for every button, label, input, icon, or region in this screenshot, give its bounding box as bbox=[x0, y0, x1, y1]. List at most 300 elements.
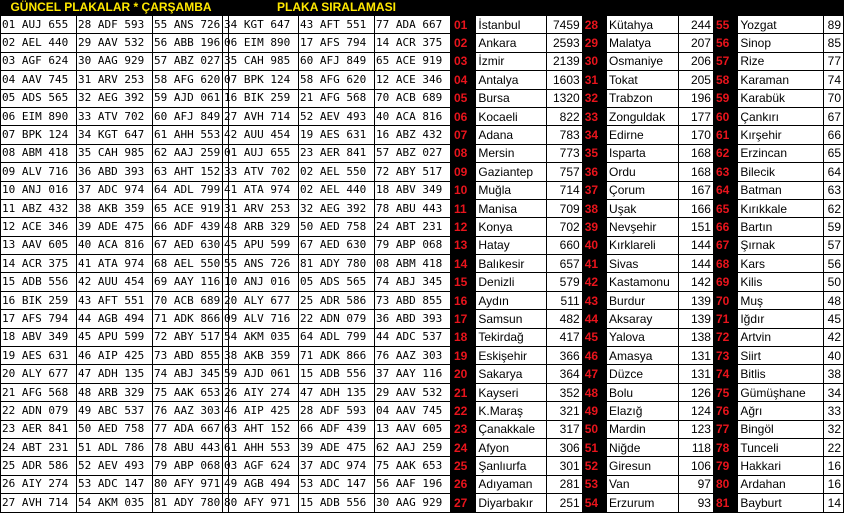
plate-cell: 71 ADK 866 bbox=[299, 347, 375, 365]
city-name: Şırnak bbox=[738, 236, 824, 254]
rank-number: 37 bbox=[582, 181, 606, 199]
plate-cell: 72 ABY 517 bbox=[153, 328, 229, 346]
city-name: Kastamonu bbox=[607, 273, 679, 291]
rank-number: 29 bbox=[582, 34, 606, 52]
plate-cell: 28 ADF 593 bbox=[77, 16, 153, 34]
plate-count: 168 bbox=[679, 163, 714, 181]
rank-number: 51 bbox=[582, 438, 606, 456]
plate-count: 48 bbox=[824, 291, 844, 309]
table-row bbox=[1, 347, 229, 365]
plate-cell: 75 AAK 653 bbox=[153, 383, 229, 401]
rank-number: 24 bbox=[452, 438, 476, 456]
city-name: Mersin bbox=[476, 144, 547, 162]
plate-cell: 15 ADB 556 bbox=[299, 365, 375, 383]
plate-cell: 07 BPK 124 bbox=[223, 71, 299, 89]
plate-cell: 02 AEL 440 bbox=[299, 181, 375, 199]
city-name: Artvin bbox=[738, 328, 824, 346]
table-row bbox=[223, 328, 451, 346]
plate-count: 702 bbox=[547, 218, 582, 236]
table-row bbox=[452, 365, 844, 383]
plate-cell: 30 AAG 929 bbox=[375, 494, 451, 512]
plate-cell: 28 ADF 593 bbox=[299, 402, 375, 420]
city-name: Uşak bbox=[607, 199, 679, 217]
city-name: Rize bbox=[738, 52, 824, 70]
plate-count: 177 bbox=[679, 107, 714, 125]
plate-cell: 57 ABZ 027 bbox=[153, 52, 229, 70]
city-name: Yozgat bbox=[738, 16, 824, 34]
city-name: Tekirdağ bbox=[476, 328, 547, 346]
table-row bbox=[452, 438, 844, 456]
rank-number: 71 bbox=[713, 310, 737, 328]
plate-count: 74 bbox=[824, 71, 844, 89]
plate-count: 783 bbox=[547, 126, 582, 144]
city-name: Giresun bbox=[607, 457, 679, 475]
plate-count: 2139 bbox=[547, 52, 582, 70]
plate-cell: 56 AAF 196 bbox=[375, 475, 451, 493]
plate-count: 657 bbox=[547, 255, 582, 273]
plate-cell: 27 AVH 714 bbox=[223, 107, 299, 125]
plate-count: 205 bbox=[679, 71, 714, 89]
plate-cell: 76 AAZ 303 bbox=[375, 347, 451, 365]
plate-cell: 69 AAY 116 bbox=[153, 273, 229, 291]
plate-cell: 48 ARB 329 bbox=[77, 383, 153, 401]
city-name: Kayseri bbox=[476, 383, 547, 401]
plate-count: 151 bbox=[679, 218, 714, 236]
rank-number: 31 bbox=[582, 71, 606, 89]
plate-cell: 09 ALV 716 bbox=[223, 310, 299, 328]
rank-number: 21 bbox=[452, 383, 476, 401]
rank-number: 43 bbox=[582, 291, 606, 309]
plate-cell: 08 ABM 418 bbox=[1, 144, 77, 162]
city-name: Ankara bbox=[476, 34, 547, 52]
plate-count: 56 bbox=[824, 255, 844, 273]
table-row bbox=[223, 52, 451, 70]
plate-cell: 54 AKM 035 bbox=[223, 328, 299, 346]
city-name: Aksaray bbox=[607, 310, 679, 328]
city-name: İzmir bbox=[476, 52, 547, 70]
table-row bbox=[452, 218, 844, 236]
rank-number: 12 bbox=[452, 218, 476, 236]
plate-cell: 34 KGT 647 bbox=[223, 16, 299, 34]
plate-cell: 64 ADL 799 bbox=[299, 328, 375, 346]
rank-number: 27 bbox=[452, 494, 476, 512]
plate-cell: 16 ABZ 432 bbox=[375, 126, 451, 144]
table-row bbox=[1, 494, 229, 512]
rank-number: 50 bbox=[582, 420, 606, 438]
city-name: Kırıkkale bbox=[738, 199, 824, 217]
table-row bbox=[1, 144, 229, 162]
table-row bbox=[223, 365, 451, 383]
rank-number: 13 bbox=[452, 236, 476, 254]
city-name: Van bbox=[607, 475, 679, 493]
plate-count: 244 bbox=[679, 16, 714, 34]
table-row bbox=[1, 16, 229, 34]
plate-cell: 43 AFT 551 bbox=[77, 291, 153, 309]
plate-cell: 81 ADY 780 bbox=[299, 255, 375, 273]
table-row bbox=[1, 236, 229, 254]
rank-number: 03 bbox=[452, 52, 476, 70]
city-name: Bingöl bbox=[738, 420, 824, 438]
rank-number: 18 bbox=[452, 328, 476, 346]
plate-count: 2593 bbox=[547, 34, 582, 52]
plate-cell: 80 AFY 971 bbox=[223, 494, 299, 512]
rank-number: 55 bbox=[713, 16, 737, 34]
plate-count: 42 bbox=[824, 328, 844, 346]
plate-cell: 31 ARV 253 bbox=[77, 71, 153, 89]
city-name: Bilecik bbox=[738, 163, 824, 181]
plate-cell: 52 AEV 493 bbox=[299, 107, 375, 125]
city-name: Kütahya bbox=[607, 16, 679, 34]
city-name: Antalya bbox=[476, 71, 547, 89]
table-row bbox=[1, 310, 229, 328]
rank-number: 46 bbox=[582, 347, 606, 365]
table-row bbox=[1, 273, 229, 291]
plate-cell: 65 ACE 919 bbox=[153, 199, 229, 217]
rank-number: 49 bbox=[582, 402, 606, 420]
city-name: Çankırı bbox=[738, 107, 824, 125]
ranking-table bbox=[451, 15, 844, 513]
table-row bbox=[223, 16, 451, 34]
plate-count: 822 bbox=[547, 107, 582, 125]
plate-count: 38 bbox=[824, 365, 844, 383]
table-row bbox=[1, 438, 229, 456]
plate-count: 66 bbox=[824, 126, 844, 144]
city-name: Denizli bbox=[476, 273, 547, 291]
plate-count: 139 bbox=[679, 310, 714, 328]
city-name: Ağrı bbox=[738, 402, 824, 420]
plate-count: 139 bbox=[679, 291, 714, 309]
plate-count: 50 bbox=[824, 273, 844, 291]
plate-cell: 04 AAV 745 bbox=[1, 71, 77, 89]
city-name: Osmaniye bbox=[607, 52, 679, 70]
plate-cell: 56 ABB 196 bbox=[153, 34, 229, 52]
plate-cell: 14 ACR 375 bbox=[1, 255, 77, 273]
table-row bbox=[452, 199, 844, 217]
plate-count: 85 bbox=[824, 34, 844, 52]
plate-cell: 58 AFG 620 bbox=[299, 71, 375, 89]
table-row bbox=[452, 457, 844, 475]
plate-cell: 77 ADA 667 bbox=[375, 16, 451, 34]
table-row bbox=[1, 199, 229, 217]
rank-number: 81 bbox=[713, 494, 737, 512]
plate-count: 59 bbox=[824, 218, 844, 236]
plate-cell: 13 AAV 605 bbox=[1, 236, 77, 254]
plate-cell: 47 ADH 135 bbox=[299, 383, 375, 401]
plate-cell: 16 BIK 259 bbox=[223, 89, 299, 107]
rank-number: 01 bbox=[452, 16, 476, 34]
rank-number: 67 bbox=[713, 236, 737, 254]
table-row bbox=[223, 218, 451, 236]
city-name: Hatay bbox=[476, 236, 547, 254]
table-row bbox=[1, 126, 229, 144]
rank-number: 45 bbox=[582, 328, 606, 346]
plate-count: 366 bbox=[547, 347, 582, 365]
plate-count: 301 bbox=[547, 457, 582, 475]
plate-count: 32 bbox=[824, 420, 844, 438]
plate-cell: 29 AAV 532 bbox=[77, 34, 153, 52]
plate-cell: 63 AHT 152 bbox=[153, 163, 229, 181]
city-name: Niğde bbox=[607, 438, 679, 456]
plate-cell: 37 ADC 974 bbox=[299, 457, 375, 475]
plate-count: 168 bbox=[679, 144, 714, 162]
plate-count: 757 bbox=[547, 163, 582, 181]
city-name: Düzce bbox=[607, 365, 679, 383]
plate-cell: 37 ADC 974 bbox=[77, 181, 153, 199]
plate-count: 511 bbox=[547, 291, 582, 309]
city-name: Batman bbox=[738, 181, 824, 199]
plate-cell: 26 AIY 274 bbox=[223, 383, 299, 401]
city-name: Samsun bbox=[476, 310, 547, 328]
plate-cell: 70 ACB 689 bbox=[375, 89, 451, 107]
plate-cell: 70 ACB 689 bbox=[153, 291, 229, 309]
table-row bbox=[1, 107, 229, 125]
rank-number: 28 bbox=[582, 16, 606, 34]
rank-number: 62 bbox=[713, 144, 737, 162]
rank-number: 25 bbox=[452, 457, 476, 475]
rank-number: 39 bbox=[582, 218, 606, 236]
plate-cell: 49 ABC 537 bbox=[77, 402, 153, 420]
plates-table bbox=[0, 15, 229, 513]
plate-count: 144 bbox=[679, 236, 714, 254]
rank-number: 52 bbox=[582, 457, 606, 475]
rank-number: 65 bbox=[713, 199, 737, 217]
table-row bbox=[452, 163, 844, 181]
plate-cell: 15 ADB 556 bbox=[1, 273, 77, 291]
plate-cell: 38 AKB 359 bbox=[77, 199, 153, 217]
city-name: Tunceli bbox=[738, 438, 824, 456]
table-row bbox=[452, 144, 844, 162]
plate-cell: 36 ABD 393 bbox=[375, 310, 451, 328]
table-row bbox=[452, 236, 844, 254]
plate-count: 142 bbox=[679, 273, 714, 291]
rank-number: 05 bbox=[452, 89, 476, 107]
plate-cell: 54 AKM 035 bbox=[77, 494, 153, 512]
table-row bbox=[223, 71, 451, 89]
plate-cell: 60 AFJ 849 bbox=[153, 107, 229, 125]
rank-number: 60 bbox=[713, 107, 737, 125]
plate-cell: 15 ADB 556 bbox=[299, 494, 375, 512]
plate-count: 709 bbox=[547, 199, 582, 217]
plate-cell: 18 ABV 349 bbox=[1, 328, 77, 346]
plate-cell: 76 AAZ 303 bbox=[153, 402, 229, 420]
plate-count: 166 bbox=[679, 199, 714, 217]
header-mid-title: PLAKA SIRALAMASI bbox=[222, 0, 451, 15]
rank-number: 10 bbox=[452, 181, 476, 199]
plate-count: 93 bbox=[679, 494, 714, 512]
rank-number: 73 bbox=[713, 347, 737, 365]
plate-cell: 22 ADN 079 bbox=[299, 310, 375, 328]
plate-cell: 68 AEL 550 bbox=[153, 255, 229, 273]
plate-cell: 46 AIP 425 bbox=[223, 402, 299, 420]
plate-cell: 48 ARB 329 bbox=[223, 218, 299, 236]
city-name: İstanbul bbox=[476, 16, 547, 34]
rank-number: 11 bbox=[452, 199, 476, 217]
city-name: Kocaeli bbox=[476, 107, 547, 125]
plate-cell: 42 AUU 454 bbox=[223, 126, 299, 144]
plate-cell: 42 AUU 454 bbox=[77, 273, 153, 291]
table-row bbox=[223, 420, 451, 438]
plate-cell: 20 ALY 677 bbox=[223, 291, 299, 309]
plate-cell: 74 ABJ 345 bbox=[375, 273, 451, 291]
plate-count: 321 bbox=[547, 402, 582, 420]
city-name: Ordu bbox=[607, 163, 679, 181]
city-name: Bayburt bbox=[738, 494, 824, 512]
table-row bbox=[1, 365, 229, 383]
plate-count: 65 bbox=[824, 144, 844, 162]
rank-number: 16 bbox=[452, 291, 476, 309]
plate-cell: 79 ABP 068 bbox=[153, 457, 229, 475]
plate-cell: 53 ADC 147 bbox=[299, 475, 375, 493]
rank-number: 75 bbox=[713, 383, 737, 401]
city-name: Aydın bbox=[476, 291, 547, 309]
plate-cell: 26 AIY 274 bbox=[1, 475, 77, 493]
plate-cell: 51 ADL 786 bbox=[77, 438, 153, 456]
plate-count: 352 bbox=[547, 383, 582, 401]
plate-cell: 05 ADS 565 bbox=[299, 273, 375, 291]
rank-number: 36 bbox=[582, 163, 606, 181]
plate-cell: 72 ABY 517 bbox=[375, 163, 451, 181]
plate-cell: 35 CAH 985 bbox=[77, 144, 153, 162]
rank-number: 07 bbox=[452, 126, 476, 144]
table-row bbox=[1, 34, 229, 52]
rank-number: 33 bbox=[582, 107, 606, 125]
plate-count: 118 bbox=[679, 438, 714, 456]
plate-count: 123 bbox=[679, 420, 714, 438]
city-name: Sivas bbox=[607, 255, 679, 273]
table-row bbox=[452, 34, 844, 52]
table-row bbox=[1, 402, 229, 420]
city-name: Bursa bbox=[476, 89, 547, 107]
plate-count: 1320 bbox=[547, 89, 582, 107]
plate-count: 417 bbox=[547, 328, 582, 346]
plate-count: 67 bbox=[824, 107, 844, 125]
city-name: Konya bbox=[476, 218, 547, 236]
plate-cell: 29 AAV 532 bbox=[375, 383, 451, 401]
table-row bbox=[223, 199, 451, 217]
rank-number: 54 bbox=[582, 494, 606, 512]
plate-count: 40 bbox=[824, 347, 844, 365]
city-name: Sakarya bbox=[476, 365, 547, 383]
plate-cell: 31 ARV 253 bbox=[223, 199, 299, 217]
rank-number: 64 bbox=[713, 181, 737, 199]
plate-cell: 20 ALY 677 bbox=[1, 365, 77, 383]
table-row bbox=[452, 107, 844, 125]
plate-cell: 61 AHH 553 bbox=[153, 126, 229, 144]
plate-cell: 55 ANS 726 bbox=[153, 16, 229, 34]
plate-count: 70 bbox=[824, 89, 844, 107]
city-name: Erzurum bbox=[607, 494, 679, 512]
plate-count: 7459 bbox=[547, 16, 582, 34]
rank-number: 58 bbox=[713, 71, 737, 89]
rank-number: 41 bbox=[582, 255, 606, 273]
plate-count: 144 bbox=[679, 255, 714, 273]
plate-count: 77 bbox=[824, 52, 844, 70]
table-row bbox=[452, 347, 844, 365]
plate-cell: 02 AEL 440 bbox=[1, 34, 77, 52]
table-row bbox=[452, 494, 844, 512]
plate-cell: 50 AED 758 bbox=[77, 420, 153, 438]
plate-cell: 66 ADF 439 bbox=[153, 218, 229, 236]
rank-number: 38 bbox=[582, 199, 606, 217]
city-name: Muş bbox=[738, 291, 824, 309]
plate-count: 16 bbox=[824, 457, 844, 475]
plate-cell: 35 CAH 985 bbox=[223, 52, 299, 70]
plate-cell: 09 ALV 716 bbox=[1, 163, 77, 181]
plate-cell: 49 AGB 494 bbox=[223, 475, 299, 493]
city-name: Karaman bbox=[738, 71, 824, 89]
table-row bbox=[452, 328, 844, 346]
rank-number: 15 bbox=[452, 273, 476, 291]
table-row bbox=[452, 273, 844, 291]
city-name: Hakkari bbox=[738, 457, 824, 475]
city-name: Mardin bbox=[607, 420, 679, 438]
plate-cell: 67 AED 630 bbox=[299, 236, 375, 254]
table-row bbox=[452, 181, 844, 199]
table-row bbox=[223, 163, 451, 181]
plate-cell: 24 ABT 231 bbox=[1, 438, 77, 456]
header-right-bar bbox=[451, 0, 844, 15]
city-name: Sinop bbox=[738, 34, 824, 52]
table-row bbox=[223, 383, 451, 401]
plate-cell: 19 AES 631 bbox=[1, 347, 77, 365]
table-row bbox=[452, 475, 844, 493]
rank-number: 09 bbox=[452, 163, 476, 181]
table-row bbox=[452, 402, 844, 420]
header-left-title: GÜNCEL PLAKALAR * ÇARŞAMBA bbox=[0, 0, 222, 15]
plate-cell: 62 AAJ 259 bbox=[153, 144, 229, 162]
plate-cell: 60 AFJ 849 bbox=[299, 52, 375, 70]
table-row bbox=[452, 71, 844, 89]
rank-number: 14 bbox=[452, 255, 476, 273]
city-name: Eskişehir bbox=[476, 347, 547, 365]
plate-cell: 71 ADK 866 bbox=[153, 310, 229, 328]
plate-cell: 21 AFG 568 bbox=[299, 89, 375, 107]
city-name: Zonguldak bbox=[607, 107, 679, 125]
rank-number: 44 bbox=[582, 310, 606, 328]
table-row bbox=[1, 291, 229, 309]
plate-count: 306 bbox=[547, 438, 582, 456]
table-row bbox=[223, 291, 451, 309]
plate-count: 131 bbox=[679, 365, 714, 383]
table-row bbox=[223, 402, 451, 420]
table-row bbox=[452, 255, 844, 273]
plate-cell: 24 ABT 231 bbox=[375, 218, 451, 236]
plate-cell: 19 AES 631 bbox=[299, 126, 375, 144]
plate-cell: 41 ATA 974 bbox=[77, 255, 153, 273]
city-name: Afyon bbox=[476, 438, 547, 456]
table-row bbox=[1, 218, 229, 236]
city-name: Çorum bbox=[607, 181, 679, 199]
table-row bbox=[223, 475, 451, 493]
city-name: Ardahan bbox=[738, 475, 824, 493]
rank-number: 42 bbox=[582, 273, 606, 291]
plate-cell: 17 AFS 794 bbox=[1, 310, 77, 328]
plate-cell: 61 AHH 553 bbox=[223, 438, 299, 456]
plate-cell: 16 BIK 259 bbox=[1, 291, 77, 309]
plate-cell: 45 APU 599 bbox=[223, 236, 299, 254]
plate-cell: 43 AFT 551 bbox=[299, 16, 375, 34]
table-row bbox=[1, 89, 229, 107]
plate-cell: 01 AUJ 655 bbox=[1, 16, 77, 34]
city-name: Siirt bbox=[738, 347, 824, 365]
rank-number: 61 bbox=[713, 126, 737, 144]
rank-number: 69 bbox=[713, 273, 737, 291]
table-row bbox=[223, 181, 451, 199]
plate-count: 281 bbox=[547, 475, 582, 493]
plate-cell: 66 ADF 439 bbox=[299, 420, 375, 438]
plate-count: 64 bbox=[824, 163, 844, 181]
rank-number: 59 bbox=[713, 89, 737, 107]
